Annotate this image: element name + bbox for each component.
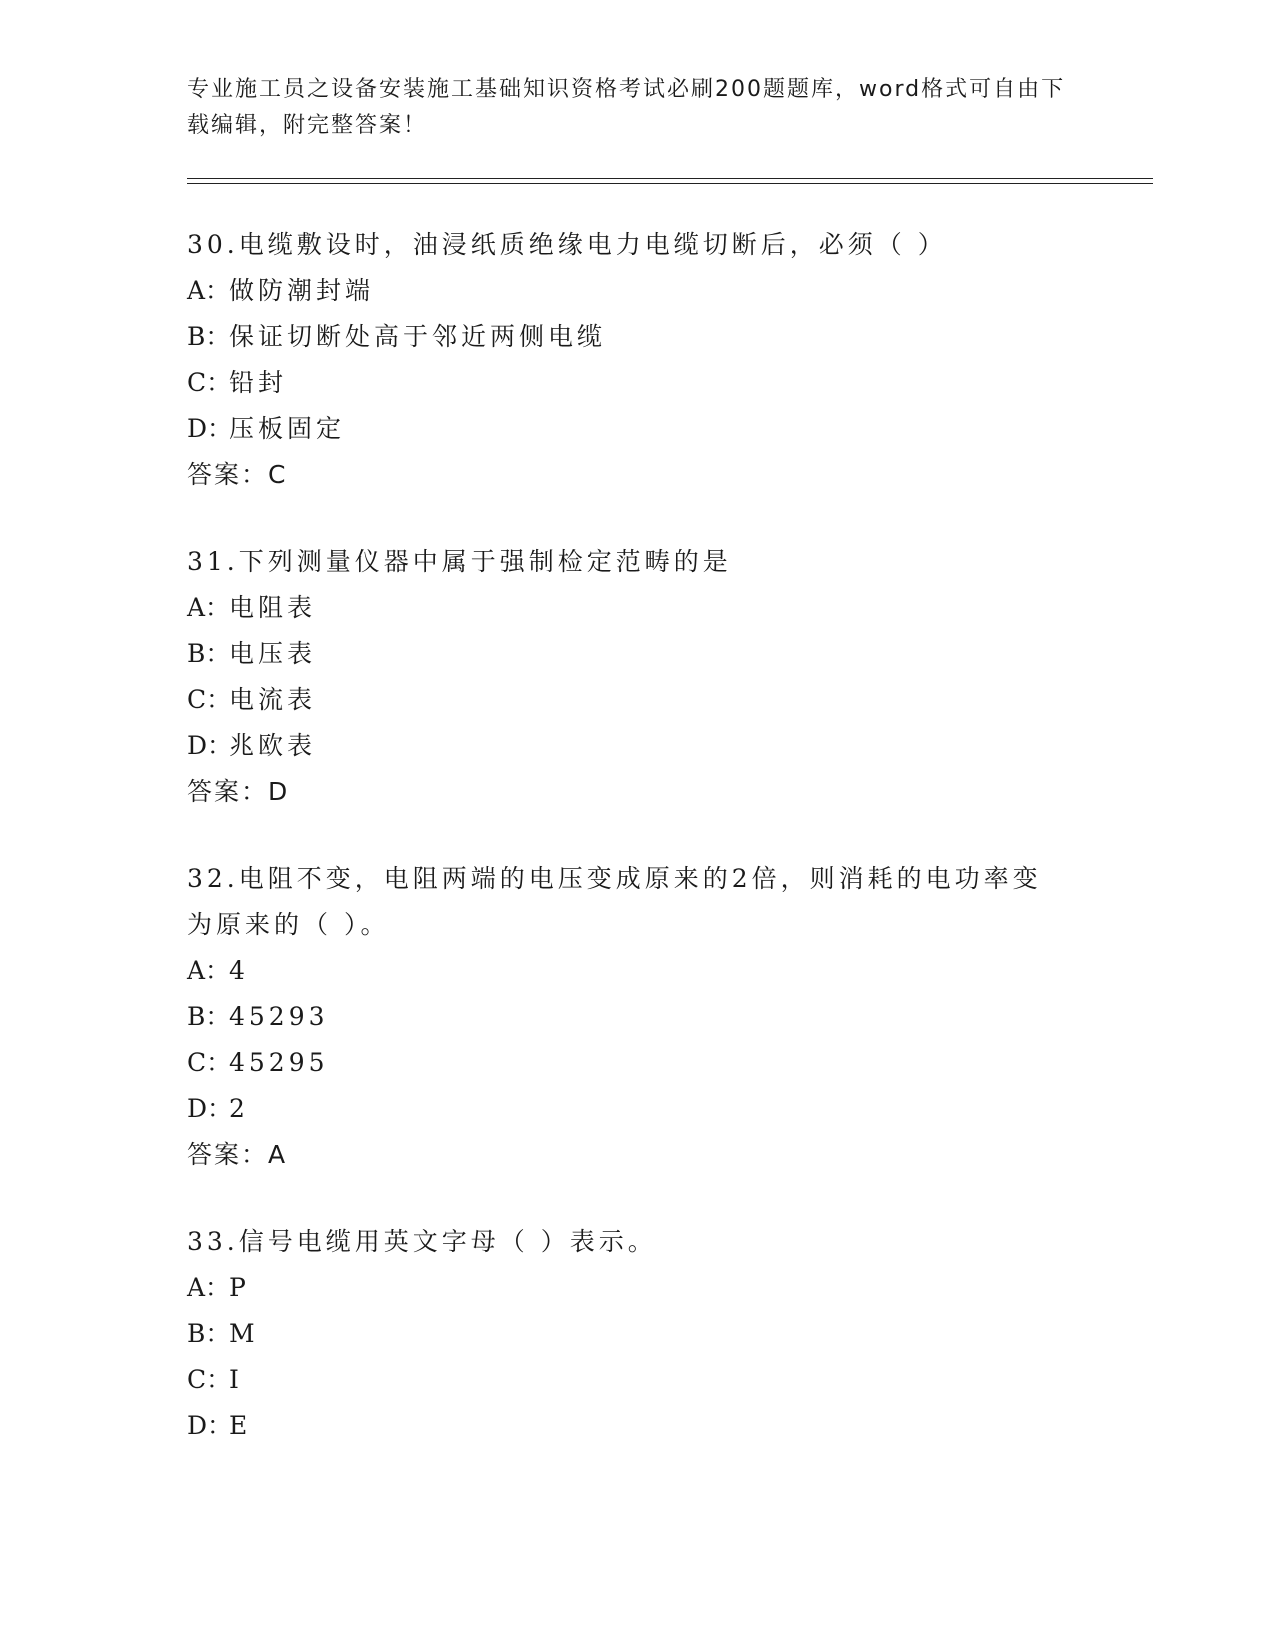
- answer-line: 答案：C: [187, 460, 288, 489]
- option-a: [187, 948, 1087, 994]
- option-text: 电压表: [229, 639, 317, 668]
- option-a: [187, 268, 1087, 314]
- option-text: P: [229, 1273, 250, 1302]
- header-rule-top: [187, 178, 1153, 179]
- option-d: [187, 723, 1087, 769]
- option-text: 4: [229, 956, 249, 985]
- option-text: 铅封: [229, 368, 288, 397]
- option-b: [187, 994, 1087, 1040]
- option-a: [187, 585, 1087, 631]
- option-letter: D：: [187, 1094, 233, 1123]
- question-33: [187, 1219, 1087, 1449]
- question-stem: 33.信号电缆用英文字母（ ）表示。: [187, 1227, 657, 1256]
- document-title: 专业施工员之设备安装施工基础知识资格考试必刷200题题库，word格式可自由下载编辑，附完整答案！: [187, 77, 1066, 138]
- option-text: 电流表: [229, 685, 317, 714]
- question-stem: 31.下列测量仪器中属于强制检定范畴的是: [187, 547, 732, 576]
- option-text: 做防潮封端: [229, 276, 375, 305]
- option-c: [187, 677, 1087, 723]
- question-32: [187, 856, 1087, 1178]
- option-text: 45295: [229, 1048, 329, 1077]
- question-31: [187, 539, 1087, 815]
- option-c: [187, 360, 1087, 406]
- option-b: [187, 631, 1087, 677]
- option-letter: B：: [187, 1319, 231, 1348]
- option-c: [187, 1357, 1087, 1403]
- question-30: [187, 222, 1087, 498]
- option-text: M: [229, 1319, 259, 1348]
- option-d: [187, 1086, 1087, 1132]
- option-a: [187, 1265, 1087, 1311]
- answer-line: 答案：D: [187, 777, 290, 806]
- option-text: E: [229, 1411, 252, 1440]
- option-letter: D：: [187, 1411, 233, 1440]
- option-text: 2: [229, 1094, 249, 1123]
- option-text: 电阻表: [229, 593, 317, 622]
- option-text: 45293: [229, 1002, 329, 1031]
- option-text: 保证切断处高于邻近两侧电缆: [229, 322, 607, 351]
- option-letter: B：: [187, 322, 231, 351]
- option-letter: B：: [187, 639, 231, 668]
- option-letter: A：: [187, 1273, 231, 1302]
- option-letter: A：: [187, 956, 231, 985]
- option-d: [187, 406, 1087, 452]
- option-letter: C：: [187, 685, 232, 714]
- option-letter: C：: [187, 1365, 232, 1394]
- option-text: 兆欧表: [229, 731, 317, 760]
- option-b: [187, 314, 1087, 360]
- option-letter: B：: [187, 1002, 231, 1031]
- option-letter: D：: [187, 731, 233, 760]
- option-letter: A：: [187, 593, 231, 622]
- option-letter: C：: [187, 368, 232, 397]
- option-letter: D：: [187, 414, 233, 443]
- option-d: [187, 1403, 1087, 1449]
- option-c: [187, 1040, 1087, 1086]
- question-stem: 30.电缆敷设时，油浸纸质绝缘电力电缆切断后，必须（ ）: [187, 230, 947, 259]
- option-text: 压板固定: [229, 414, 346, 443]
- header-rule-bottom: [187, 183, 1153, 184]
- option-text: I: [229, 1365, 243, 1394]
- answer-line: 答案：A: [187, 1140, 288, 1169]
- option-b: [187, 1311, 1087, 1357]
- question-stem: 32.电阻不变，电阻两端的电压变成原来的2倍，则消耗的电功率变为原来的（ ）。: [187, 864, 1042, 939]
- option-letter: C：: [187, 1048, 232, 1077]
- option-letter: A：: [187, 276, 231, 305]
